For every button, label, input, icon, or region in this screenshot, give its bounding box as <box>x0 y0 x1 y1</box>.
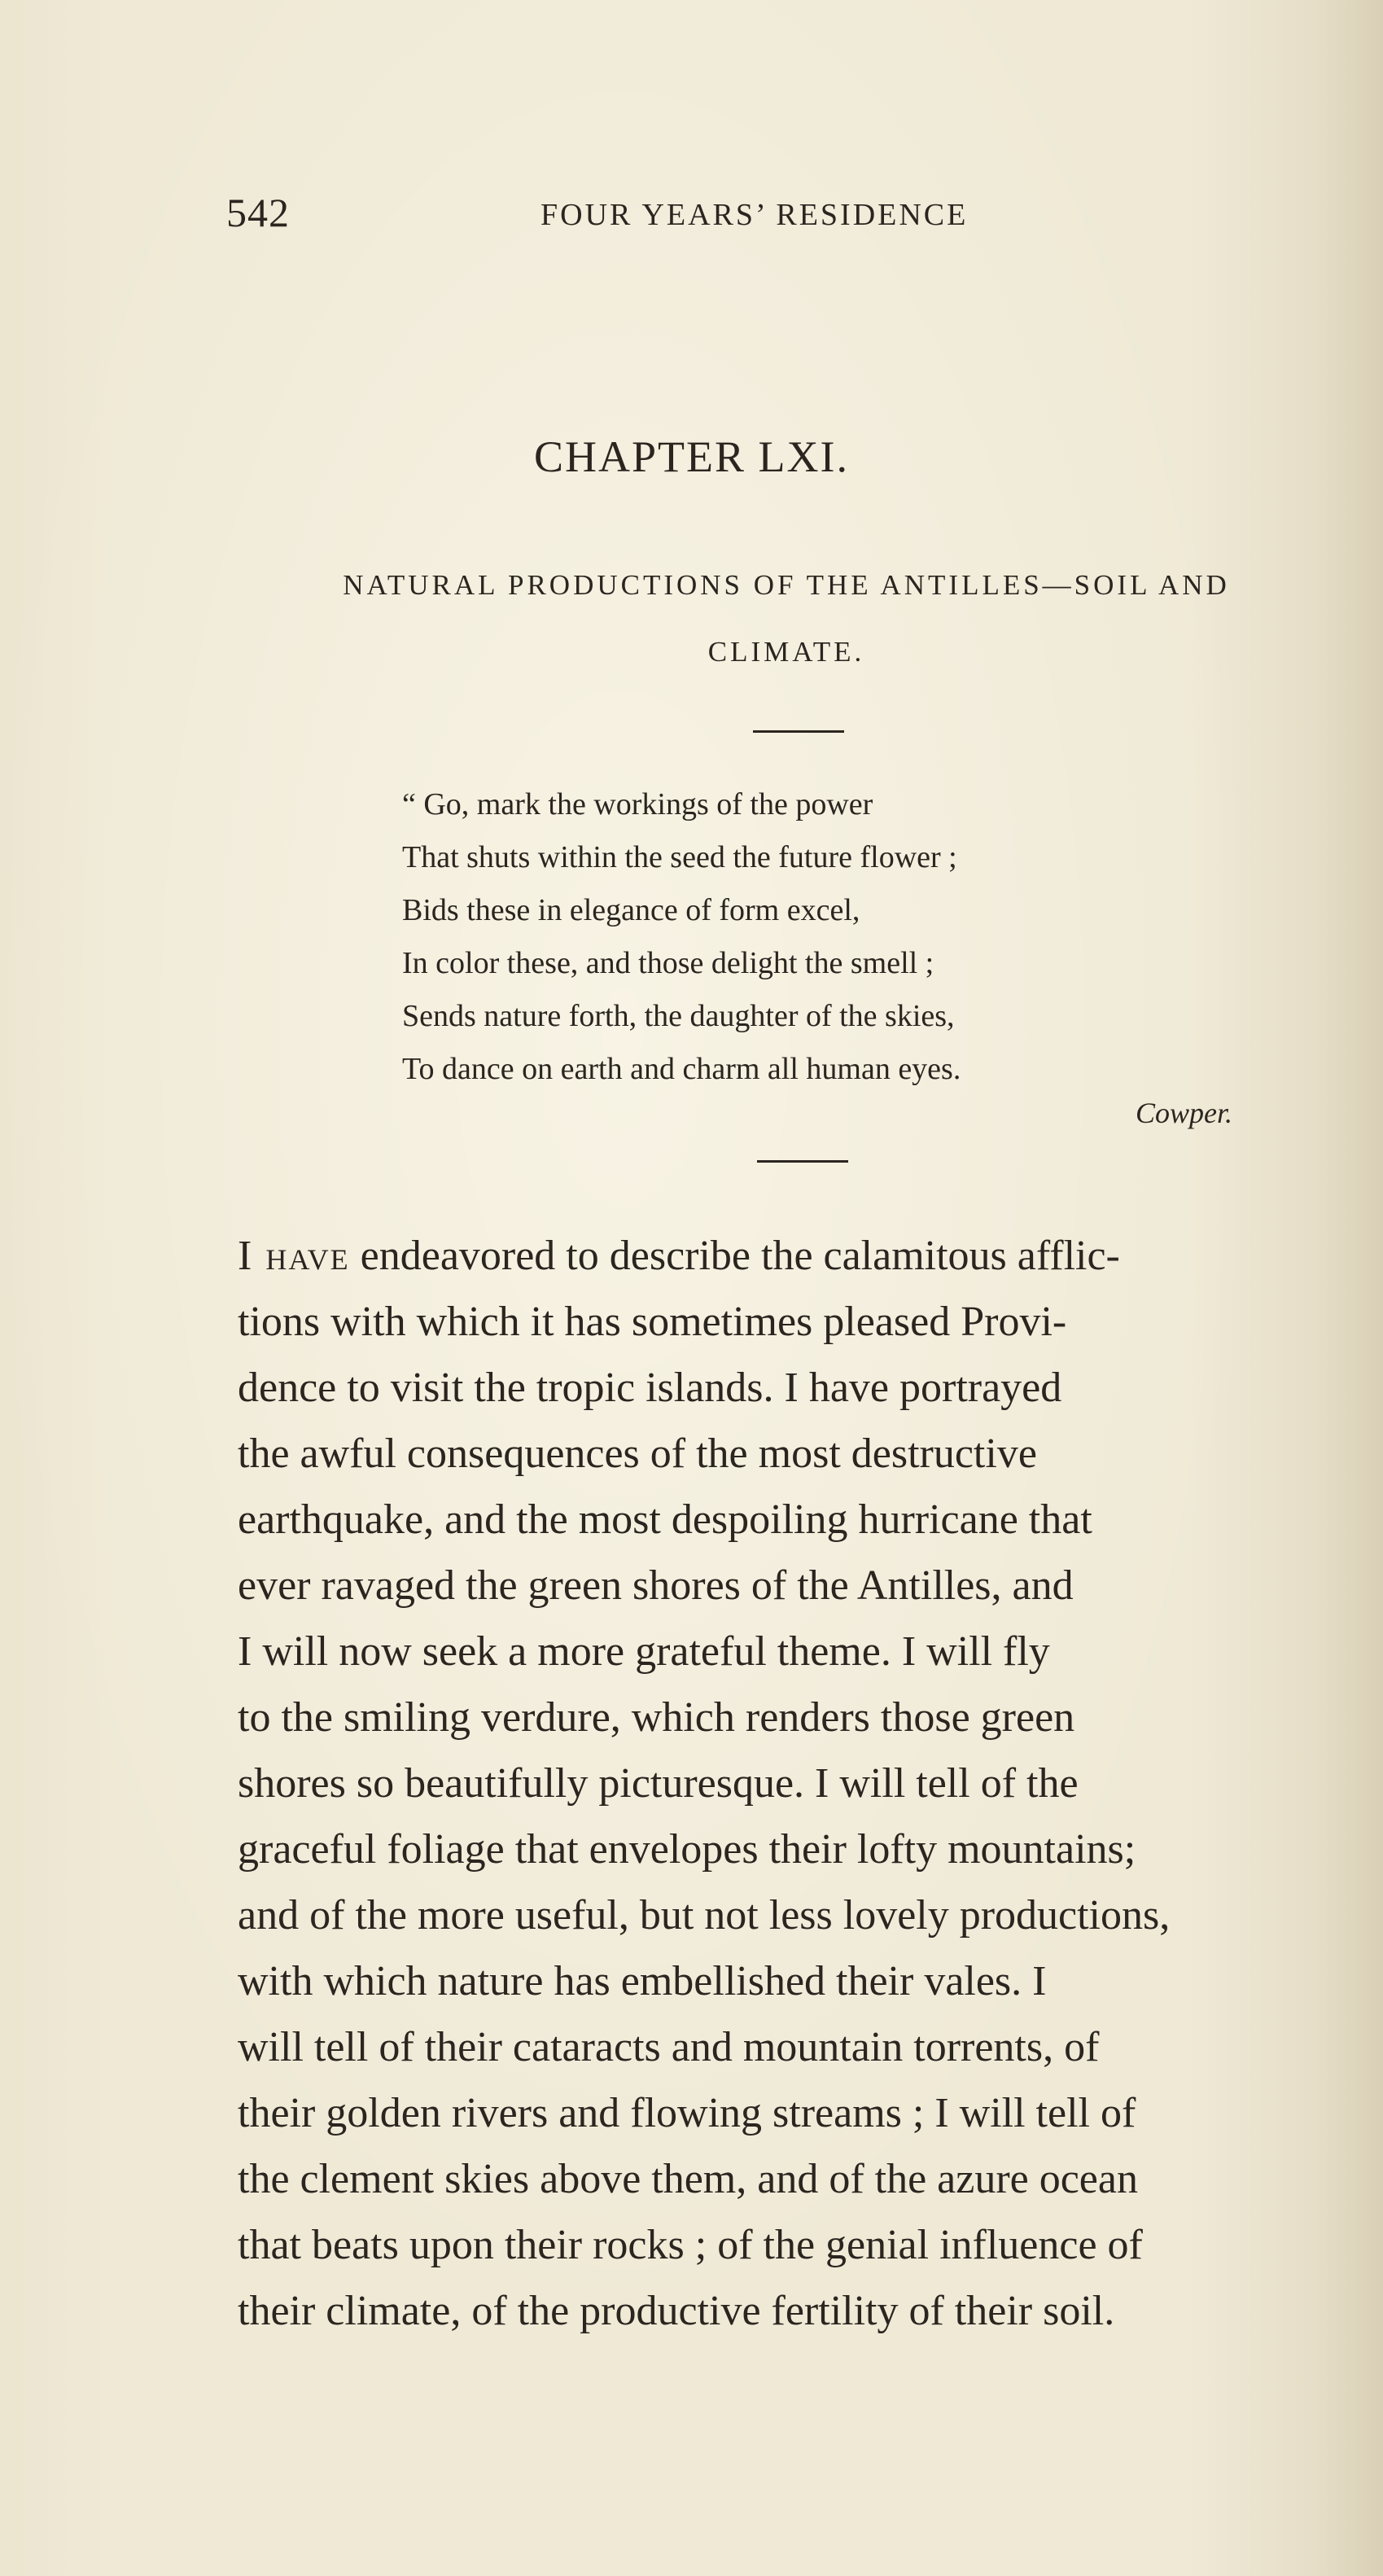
body-line: I will now seek a more grateful theme. I will fly <box>238 1628 1050 1675</box>
body-line-text: endeavored to describe the calamitous afflic- <box>349 1233 1120 1279</box>
chapter-subtitle-line-1: NATURAL PRODUCTIONS OF THE ANTILLES—SOIL AND <box>343 569 1230 601</box>
body-line: graceful foliage that envelopes their lofty mountains; <box>238 1826 1136 1873</box>
body-line: to the smiling verdure, which renders those green <box>238 1694 1075 1741</box>
body-line: tions with which it has sometimes pleased Provi- <box>238 1299 1067 1345</box>
epigraph-line: In color these, and those delight the smell ; <box>402 946 934 980</box>
page-number: 542 <box>226 190 290 235</box>
body-line: and of the more useful, but not less lovely productions, <box>238 1892 1171 1939</box>
divider-rule-top <box>753 730 844 733</box>
epigraph-line: Bids these in elegance of form excel, <box>402 893 860 927</box>
epigraph-line: Sends nature forth, the daughter of the skies, <box>402 999 955 1033</box>
body-line: the awful consequences of the most destructive <box>238 1430 1037 1477</box>
body-line: ever ravaged the green shores of the Antilles, and <box>238 1562 1074 1609</box>
epigraph-line: “ Go, mark the workings of the power <box>402 787 873 821</box>
running-head: FOUR YEARS’ RESIDENCE <box>541 198 969 232</box>
epigraph-attribution: Cowper. <box>1136 1097 1233 1129</box>
opening-words: I have <box>238 1233 350 1279</box>
body-line: their golden rivers and flowing streams ; I will tell of <box>238 2090 1136 2136</box>
divider-rule-bottom <box>757 1160 848 1163</box>
body-line: their climate, of the productive fertility of their soil. <box>238 2288 1115 2334</box>
body-line: dence to visit the tropic islands. I have portrayed <box>238 1365 1062 1411</box>
chapter-subtitle-line-2: CLIMATE. <box>707 636 865 668</box>
chapter-subtitle <box>233 552 1340 686</box>
body-line: earthquake, and the most despoiling hurricane that <box>238 1496 1092 1543</box>
body-line: that beats upon their rocks ; of the genial influence of <box>238 2222 1143 2268</box>
epigraph <box>402 778 1298 1096</box>
page-header <box>226 189 1073 254</box>
body-line: will tell of their cataracts and mountain torrents, of <box>238 2024 1100 2070</box>
body-line: the clement skies above them, and of the azure ocean <box>238 2156 1138 2202</box>
chapter-title: CHAPTER LXI. <box>534 432 849 481</box>
body-paragraph <box>238 1223 1353 2344</box>
body-line: shores so beautifully picturesque. I will tell of the <box>238 1760 1079 1807</box>
body-line: with which nature has embellished their vales. I <box>238 1958 1047 2004</box>
epigraph-line: To dance on earth and charm all human eyes. <box>402 1052 961 1086</box>
body-line <box>238 1223 1353 1289</box>
epigraph-line: That shuts within the seed the future flower ; <box>402 840 957 874</box>
